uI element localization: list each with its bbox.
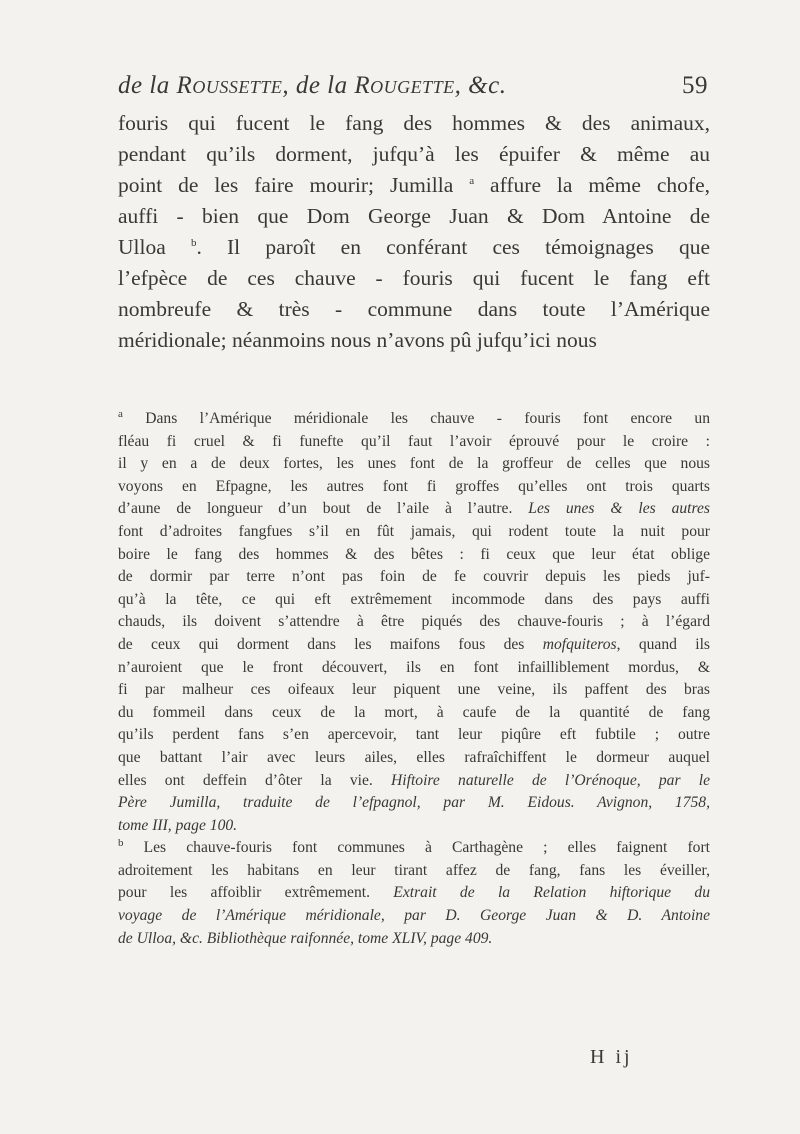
- footnote-b: [118, 837, 710, 950]
- footnote-line: pour les affoiblir extrêmement. Extrait de la Relation hiftorique du: [118, 884, 710, 902]
- footnote-line: $^b$ Les chauve-fouris font communes à Carthagène ; elles faignent fort: [118, 837, 710, 857]
- footnote-line: tome III, page 100.: [118, 816, 238, 834]
- running-head-name-2: Rougette: [354, 72, 455, 99]
- footnote-a: [118, 408, 710, 837]
- text-line: fouris qui fucent le fang des hommes & des animaux,: [118, 111, 710, 135]
- footnotes: [118, 408, 710, 950]
- footnote-line: $^a$ Dans l’Amérique méridionale les chauve - fouris font encore un: [118, 407, 710, 427]
- footnote-line: boire le fang des hommes & des bêtes : fi ceux que leur état oblige: [118, 545, 710, 563]
- footnote-line: que battant l’air avec leurs ailes, elles rafraîchiffent le dormeur auquel: [118, 748, 710, 766]
- text-line: point de les faire mourir; Jumilla $^a$ affure la même chofe,: [118, 173, 710, 197]
- footnote-line: il y en a de deux fortes, les unes font de la groffeur de celles que nous: [118, 455, 710, 473]
- footnote-line: de dormir par terre n’ont pas foin de fe couvrir depuis les pieds juf-: [118, 568, 710, 586]
- text-line: nombreufe & très - commune dans toute l’Amérique: [118, 297, 710, 321]
- footnote-line: font d’adroites fangfues s’il en fût jamais, qui rodent toute la nuit pour: [118, 522, 710, 540]
- footnote-mark-a: a: [469, 174, 475, 187]
- footnote-line: qu’ils perdent fans s’en apercevoir, tant leur piqûre eft fubtile ; outre: [118, 726, 710, 744]
- footnote-line: de Ulloa, &c. Bibliothèque raifonnée, tome XLIV, page 409.: [118, 929, 493, 947]
- running-head-middle: , de la: [282, 72, 355, 99]
- footnote-line: du fommeil dans ceux de la mort, à caufe de la quantité de fang: [118, 703, 710, 721]
- footnote-line: fléau fi cruel & fi funefte qu’il faut l’avoir éprouvé pour le croire :: [118, 432, 710, 450]
- page-number: 59: [682, 72, 708, 99]
- signature-mark: H ij: [590, 1046, 633, 1068]
- footnote-line: voyons en Efpagne, les autres font fi groffes qu’elles ont trois quarts: [118, 477, 710, 495]
- running-head-prefix: de la: [118, 72, 177, 99]
- text-line: Ulloa $^b$. Il paroît en conférant ces témoignages que: [118, 235, 710, 259]
- footnote-line: n’auroient que le front découvert, ils en font infailliblement mordus, &: [118, 658, 710, 676]
- text-line: pendant qu’ils dorment, jufqu’à les épuifer & même au: [118, 142, 710, 166]
- text-line: méridionale; néanmoins nous n’avons pû jufqu’ici nous: [118, 328, 597, 352]
- footnote-line: elles ont deffein d’ôter la vie. Hiftoire naturelle de l’Orénoque, par le: [118, 771, 711, 789]
- footnote-mark-b: b: [190, 236, 197, 249]
- footnote-line: de ceux qui dorment dans les maifons fous des mofquiteros, quand ils: [118, 635, 710, 653]
- footnote-line: voyage de l’Amérique méridionale, par D. George Juan & D. Antoine: [118, 907, 710, 925]
- footnote-line: chauds, ils doivent s’attendre à être piqués des chauve-fouris ; à l’égard: [118, 613, 710, 631]
- main-paragraph: [118, 108, 710, 356]
- running-head: [118, 72, 708, 100]
- footnote-line: d’aune de longueur d’un bout de l’aile à l’autre. Les unes & les autres: [118, 500, 710, 518]
- text-line: auffi - bien que Dom George Juan & Dom Antoine de: [118, 204, 710, 228]
- text-line: l’efpèce de ces chauve - fouris qui fucent le fang eft: [118, 266, 710, 290]
- footnote-line: fi par malheur ces oifeaux leur piquent une veine, ils paffent des bras: [118, 681, 710, 699]
- footnote-line: qu’à la tête, ce qui eft extrêmement incommode dans des pays auffi: [118, 590, 710, 608]
- running-head-suffix: , &c.: [454, 72, 507, 99]
- footnote-line: adroitement les habitans en leur tirant affez de fang, fans les éveiller,: [118, 861, 710, 879]
- running-head-name-1: Rousse​tte: [176, 72, 283, 99]
- footnote-line: Père Jumilla, traduite de l’efpagnol, par M. Eidous. Avignon, 1758,: [118, 794, 710, 812]
